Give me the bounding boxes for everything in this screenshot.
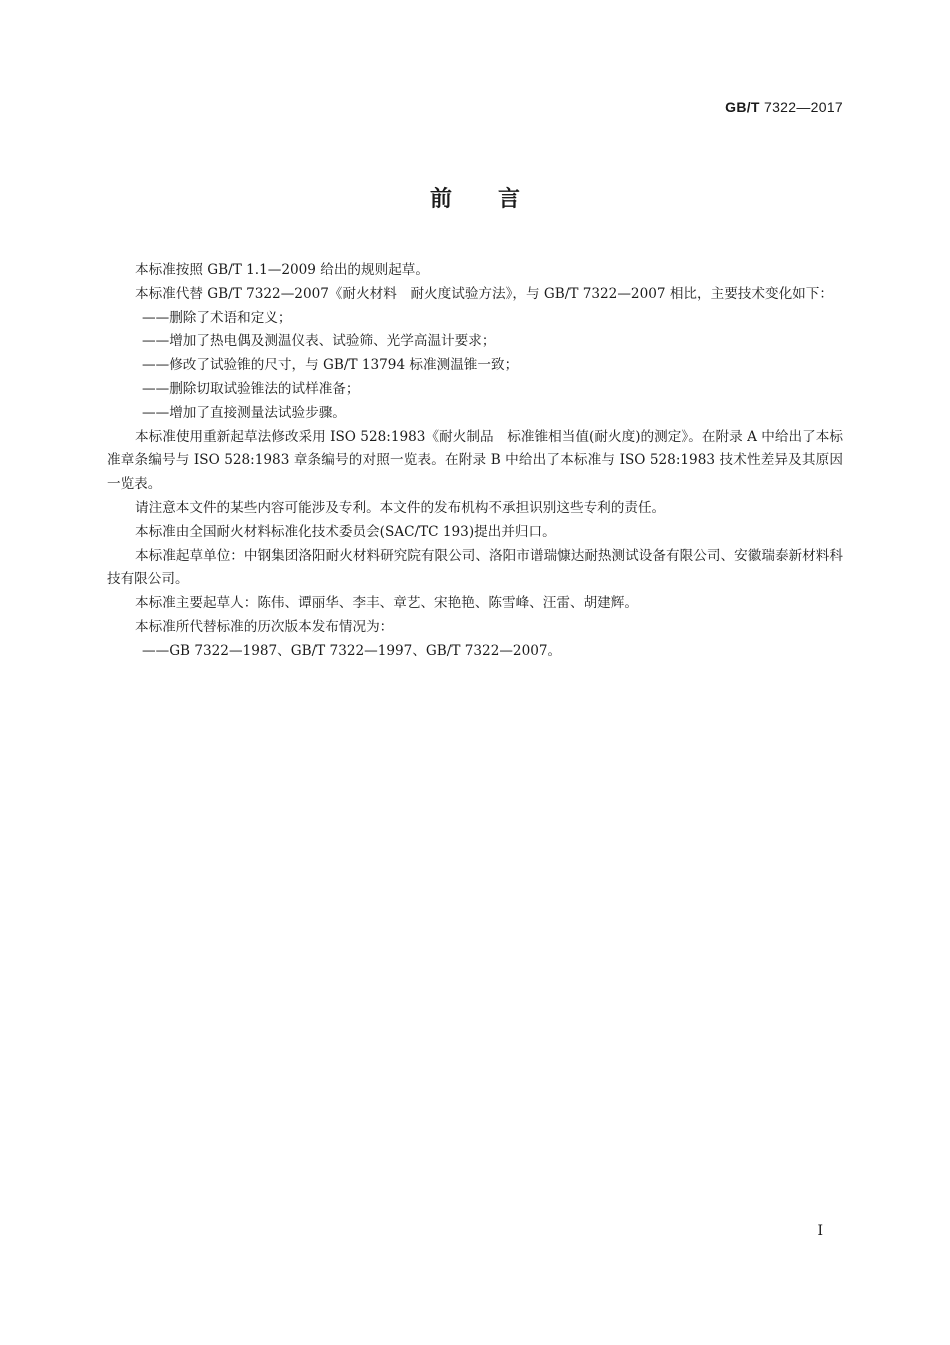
standard-prefix: GB/T [725, 99, 760, 115]
change-item: ——增加了直接测量法试验步骤。 [142, 404, 346, 421]
paragraph-patent-notice: 请注意本文件的某些内容可能涉及专利。本文件的发布机构不承担识别这些专利的责任。 [135, 499, 666, 516]
paragraph-drafting-units: 本标准起草单位：中钢集团洛阳耐火材料研究院有限公司、洛阳市谱瑞慷达耐热测试设备有限公司、安徽瑞泰新材料科技有限公司。 [107, 547, 843, 588]
foreword-body [107, 259, 843, 664]
standard-code [725, 99, 843, 115]
page-number: I [817, 1223, 823, 1239]
paragraph-drafting-rules: 本标准按照 GB/T 1.1—2009 给出的规则起草。 [135, 262, 429, 278]
paragraph-replacement: 本标准代替 GB/T 7322—2007《耐火材料 耐火度试验方法》，与 GB/T 7322—2007 相比，主要技术变化如下： [135, 285, 833, 302]
paragraph-proposer: 本标准由全国耐火材料标准化技术委员会(SAC/TC 193)提出并归口。 [135, 523, 556, 540]
paragraph-drafters: 本标准主要起草人：陈伟、谭丽华、李丰、章艺、宋艳艳、陈雪峰、汪雷、胡建辉。 [135, 595, 638, 612]
change-item: ——删除切取试验锥法的试样准备； [142, 380, 360, 397]
page-title: 前言 [429, 187, 566, 212]
standard-number: 7322—2017 [764, 99, 843, 115]
paragraph-version-history: 本标准所代替标准的历次版本发布情况为： [135, 618, 394, 635]
change-item: ——增加了热电偶及测温仪表、试验筛、光学高温计要求； [142, 333, 496, 350]
version-history-item: ——GB 7322—1987、GB/T 7322—1997、GB/T 7322—2007。 [142, 642, 562, 659]
change-item: ——修改了试验锥的尺寸，与 GB/T 13794 标准测温锥一致； [142, 357, 519, 374]
paragraph-iso-adoption: 本标准使用重新起草法修改采用 ISO 528:1983《耐火制品 标准锥相当值(耐火度)的测定》。在附录 A 中给出了本标准章条编号与 ISO 528:1983 章条编号的对照一览表。在附录 B 中给出了本标准与 ISO 528:1983 技术性差异及其原因一览表。 [107, 428, 843, 493]
change-item: ——删除了术语和定义； [142, 309, 292, 326]
